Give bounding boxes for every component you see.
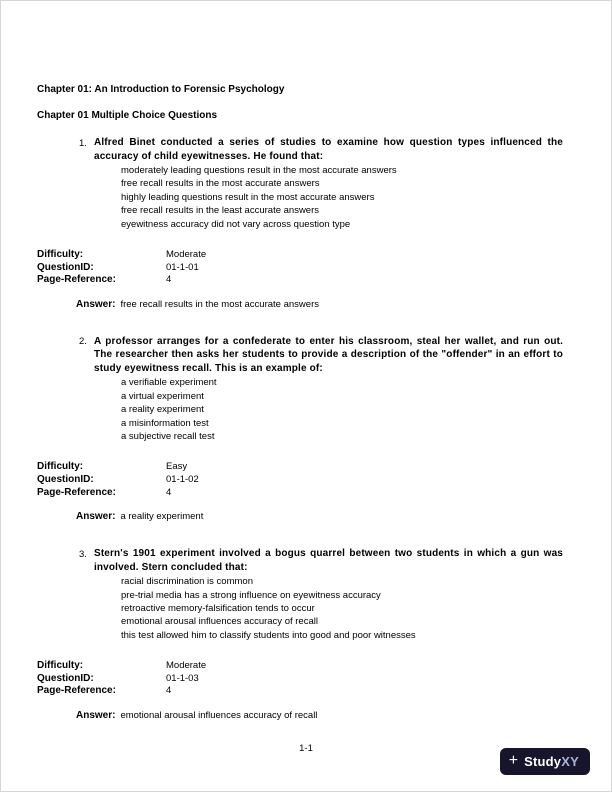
studyxy-logo	[500, 748, 590, 775]
difficulty-value: Moderate	[166, 249, 207, 261]
section-title: Chapter 01 Multiple Choice Questions	[37, 110, 218, 121]
option: retroactive memory-falsification tends to occur	[121, 602, 315, 614]
difficulty-value: Moderate	[166, 660, 207, 672]
question-id-value: 01-1-03	[166, 672, 199, 684]
option: a subjective recall test	[121, 430, 215, 442]
option: a reality experiment	[121, 404, 204, 416]
answer-row	[76, 709, 575, 722]
difficulty-value: Easy	[166, 461, 188, 473]
question-metadata	[37, 660, 575, 698]
option: racial discrimination is common	[121, 576, 253, 588]
page-reference-value: 4	[166, 274, 172, 286]
answer-label: Answer:	[76, 709, 116, 721]
page-reference-value: 4	[166, 685, 172, 697]
logo-text-secondary: XY	[561, 754, 579, 769]
option: emotional arousal influences accuracy of recall	[121, 616, 318, 628]
question-id-label: QuestionID:	[37, 672, 94, 684]
answer-text: emotional arousal influences accuracy of recall	[120, 709, 318, 721]
options-list	[121, 376, 575, 443]
question-number: 3.	[79, 548, 87, 560]
question-text: A professor arranges for a confederate to enter his classroom, steal her wallet, and run out. The researcher then asks her students to provide a description of the "offender" in an effort to study eyewitness recall. This is an example of:	[94, 335, 563, 374]
page-reference-label: Page-Reference:	[37, 274, 116, 286]
difficulty-label: Difficulty:	[37, 461, 84, 473]
difficulty-label: Difficulty:	[37, 660, 84, 672]
answer-label: Answer:	[76, 298, 116, 310]
page-reference-value: 4	[166, 486, 172, 498]
page-number: 1-1	[299, 743, 313, 754]
difficulty-label: Difficulty:	[37, 249, 84, 261]
question-text: Alfred Binet conducted a series of studies to examine how question types influenced the accuracy of child eyewitnesses. He found that:	[94, 137, 563, 162]
logo-text	[524, 754, 579, 769]
options-list	[121, 575, 575, 642]
chapter-title: Chapter 01: An Introduction to Forensic Psychology	[37, 84, 285, 95]
option: highly leading questions result in the most accurate answers	[121, 191, 375, 203]
options-list	[121, 164, 575, 231]
option: a verifiable experiment	[121, 377, 217, 389]
question-block-2	[37, 335, 575, 523]
page-reference-label: Page-Reference:	[37, 685, 116, 697]
question-id-label: QuestionID:	[37, 473, 94, 485]
question-id-value: 01-1-01	[166, 261, 199, 273]
option: moderately leading questions result in the most accurate answers	[121, 165, 397, 176]
option: this test allowed him to classify students into good and poor witnesses	[121, 629, 416, 641]
question-number: 2.	[79, 336, 87, 348]
question-block-1	[37, 136, 575, 311]
answer-label: Answer:	[76, 511, 116, 523]
question-id-value: 01-1-02	[166, 473, 199, 485]
logo-text-primary: Study	[524, 754, 562, 769]
answer-row	[76, 510, 575, 523]
option: pre-trial media has a strong influence on eyewitness accuracy	[121, 589, 381, 601]
page-reference-label: Page-Reference:	[37, 486, 116, 498]
option: eyewitness accuracy did not vary across question type	[121, 218, 351, 230]
option: free recall results in the least accurate answers	[121, 205, 320, 217]
question-metadata	[37, 461, 575, 499]
plus-icon: +	[508, 752, 519, 769]
question-number: 1.	[79, 137, 87, 149]
option: free recall results in the most accurate answers	[121, 178, 320, 190]
option: a misinformation test	[121, 417, 209, 429]
answer-text: free recall results in the most accurate answers	[120, 298, 319, 310]
question-metadata	[37, 249, 575, 287]
question-block-3	[37, 547, 575, 722]
answer-text: a reality experiment	[120, 511, 204, 523]
question-id-label: QuestionID:	[37, 261, 94, 273]
answer-row	[76, 298, 575, 311]
question-text: Stern's 1901 experiment involved a bogus quarrel between two students in which a gun was involved. Stern concluded that:	[94, 548, 563, 573]
option: a virtual experiment	[121, 390, 204, 402]
